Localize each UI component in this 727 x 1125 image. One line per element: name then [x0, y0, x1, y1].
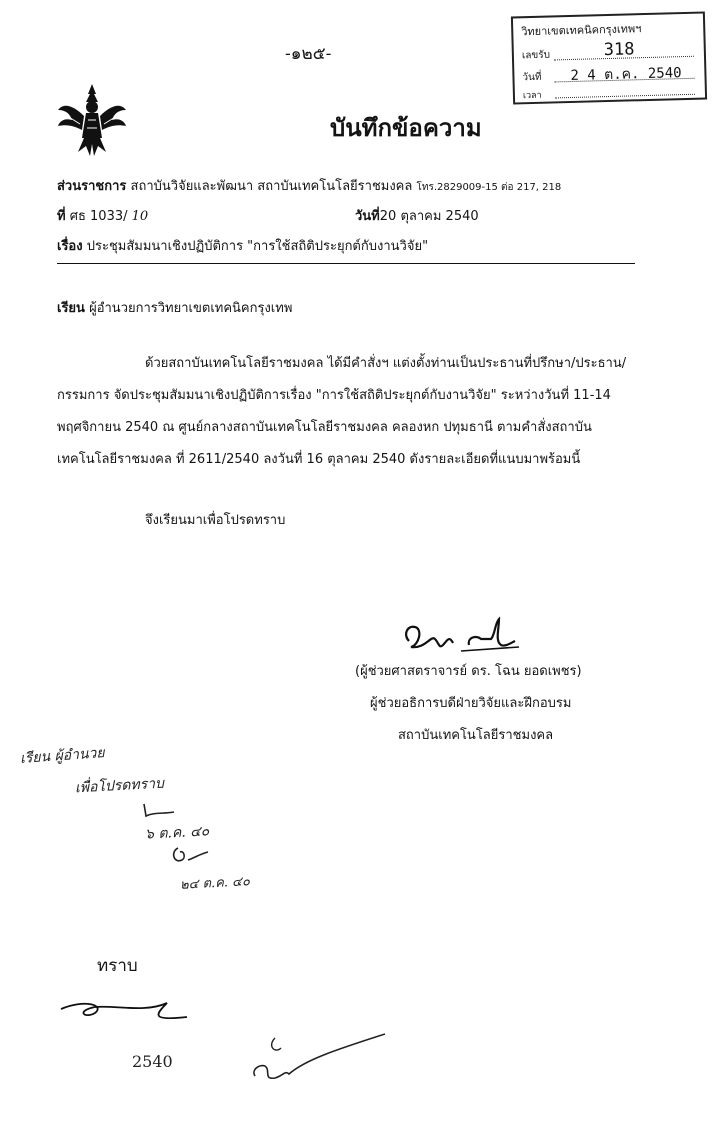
closing-line: จึงเรียนมาเพื่อโปรดทราบ — [145, 513, 286, 528]
handwritten-bottom-date: 2540 — [132, 1052, 173, 1071]
bottom-scribble-icon — [245, 1030, 395, 1090]
department-label: ส่วนราชการ — [57, 179, 127, 194]
handwritten-note-line-2: เพื่อโปรดทราบ — [74, 775, 165, 797]
body-line-2: กรรมการ จัดประชุมสัมมนาเชิงปฏิบัติการเรื่อง "การใช้สถิติประยุกต์กับงานวิจัย" ระหว่างวันที่ 11-14 — [57, 388, 611, 403]
reference-row — [57, 205, 148, 226]
stamp-org: วิทยาเขตเทคนิคกรุงเทพฯ — [521, 22, 642, 39]
handwritten-initial-2-icon — [168, 842, 218, 872]
body-line-1: ด้วยสถาบันเทคโนโลยีราชมงคล ได้มีคำสั่งฯ แต่งตั้งท่านเป็นประธานที่ปรึกษา/ประธาน/ — [145, 356, 627, 371]
signatory-position: ผู้ช่วยอธิการบดีฝ่ายวิจัยและฝึกอบรม — [370, 696, 572, 711]
reference-number: 10 — [131, 209, 149, 224]
reference-value: ศธ 1033/ — [69, 209, 128, 224]
stamp-receive-number: 318 — [603, 39, 635, 61]
reference-label: ที่ — [57, 209, 66, 224]
date-day: 20 — [379, 209, 397, 224]
salutation-value: ผู้อำนวยการวิทยาเขตเทคนิคกรุงเทพ — [89, 301, 293, 316]
handwritten-date-2: ๒๔ ต.ค. ๔๐ — [179, 874, 251, 893]
stamp-date-label: วันที่ — [522, 71, 542, 84]
body-line-4: เทคโนโลยีราชมงคล ที่ 2611/2540 ลงวันที่ 16 ตุลาคม 2540 ดังรายละเอียดที่แนบมาพร้อมนี้ — [57, 452, 581, 467]
stamp-receive-label: เลขรับ — [521, 49, 551, 62]
acknowledged-text: ทราบ — [97, 956, 138, 976]
department-value: สถาบันวิจัยและพัฒนา สถาบันเทคโนโลยีราชมงคล — [130, 179, 413, 194]
acknowledged-signature-icon — [55, 995, 195, 1025]
department-row — [57, 175, 561, 196]
date-row — [355, 205, 479, 226]
body-line-3: พฤศจิกายน 2540 ณ ศูนย์กลางสถาบันเทคโนโลยีราชมงคล คลองหก ปทุมธานี ตามคำสั่งสถาบัน — [57, 420, 592, 435]
signatory-name: (ผู้ช่วยศาสตราจารย์ ดร. โฉน ยอดเพชร) — [355, 664, 582, 679]
date-label: วันที่ — [355, 209, 380, 224]
garuda-emblem-icon — [56, 80, 128, 160]
signature-icon — [395, 605, 555, 665]
page-number: -๑๒๕- — [285, 44, 332, 64]
handwritten-date-1: ๖ ต.ค. ๔๐ — [144, 823, 210, 843]
header-divider — [57, 263, 635, 264]
subject-label: เรื่อง — [57, 239, 83, 254]
date-rest: ตุลาคม 2540 — [400, 209, 479, 224]
subject-row — [57, 235, 428, 256]
salutation-label: เรียน — [57, 301, 85, 316]
memo-title: บันทึกข้อความ — [330, 114, 482, 142]
handwritten-note-line-1: เรียน ผู้อำนวย — [19, 745, 106, 767]
signatory-institute: สถาบันเทคโนโลยีราชมงคล — [398, 728, 554, 743]
handwritten-initial-1-icon — [140, 800, 190, 822]
subject-value: ประชุมสัมมนาเชิงปฏิบัติการ "การใช้สถิติประยุกต์กับงานวิจัย" — [86, 239, 429, 254]
department-phone: โทร.2829009-15 ต่อ 217, 218 — [416, 182, 562, 193]
stamp-date-value: 2 4 ต.ค. 2540 — [570, 65, 682, 85]
receive-stamp — [511, 11, 707, 104]
stamp-time-label: เวลา — [522, 90, 542, 102]
salutation-row — [57, 297, 292, 318]
